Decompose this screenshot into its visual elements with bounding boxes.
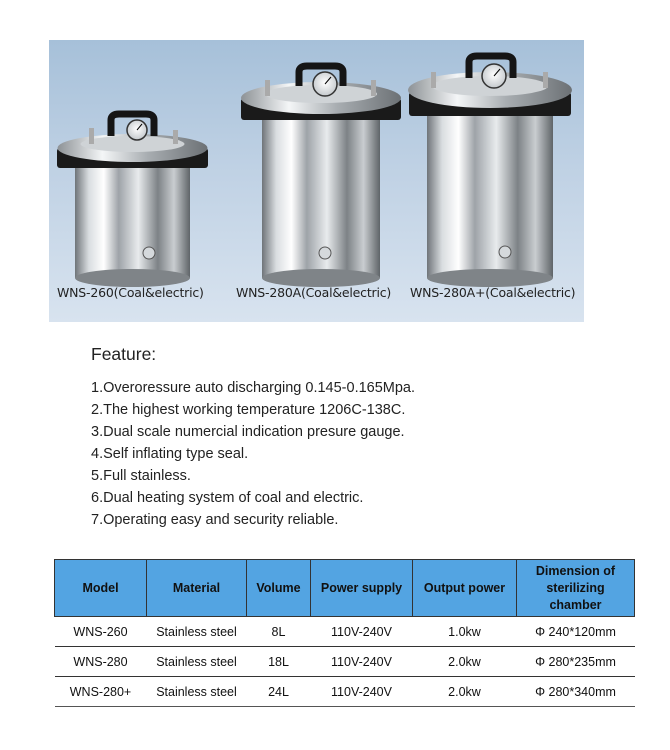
cell-dimension: Φ 240*120mm [517,617,635,647]
cell-output-power: 2.0kw [413,677,517,707]
caption-wns-280a: WNS-280A(Coal&electric) [236,285,392,300]
cell-volume: 18L [247,647,311,677]
cell-dimension: Φ 280*235mm [517,647,635,677]
feature-item: 1.Overoressure auto discharging 0.145-0.165Mpa. [91,380,416,396]
cell-power-supply: 110V-240V [311,617,413,647]
cell-power-supply: 110V-240V [311,677,413,707]
cell-power-supply: 110V-240V [311,647,413,677]
cell-output-power: 2.0kw [413,647,517,677]
cell-material: Stainless steel [147,617,247,647]
feature-item: 3.Dual scale numercial indication presure gauge. [91,424,405,440]
specification-table [54,559,635,707]
feature-item: 4.Self inflating type seal. [91,446,249,462]
header-dimension: Dimension of sterilizing chamber [517,560,635,617]
cell-material: Stainless steel [147,677,247,707]
cell-output-power: 1.0kw [413,617,517,647]
cell-material: Stainless steel [147,647,247,677]
cell-model: WNS-260 [55,617,147,647]
sterilizer-illustrations [49,40,584,322]
table-row [55,617,635,647]
caption-wns-280a-plus: WNS-280A+(Coal&electric) [410,285,576,300]
header-output-power: Output power [413,560,517,617]
header-power-supply: Power supply [311,560,413,617]
sterilizer-wns-280a [241,66,401,287]
cell-model: WNS-280 [55,647,147,677]
feature-item: 2.The highest working temperature 1206C-138C. [91,402,406,418]
cell-dimension: Φ 280*340mm [517,677,635,707]
feature-item: 5.Full stainless. [91,468,191,484]
cell-model: WNS-280+ [55,677,147,707]
feature-list [91,377,415,531]
cell-volume: 24L [247,677,311,707]
table-row [55,647,635,677]
feature-item: 7.Operating easy and security reliable. [91,512,339,528]
header-material: Material [147,560,247,617]
header-model: Model [55,560,147,617]
table-row [55,677,635,707]
caption-wns-260: WNS-260(Coal&electric) [57,285,204,300]
sterilizer-wns-280a-plus [408,56,572,287]
header-volume: Volume [247,560,311,617]
sterilizer-wns-260 [57,114,208,287]
feature-item: 6.Dual heating system of coal and electric. [91,490,364,506]
product-photo-panel [49,40,584,322]
table-header-row [55,560,635,617]
feature-title: Feature: [91,344,157,364]
cell-volume: 8L [247,617,311,647]
